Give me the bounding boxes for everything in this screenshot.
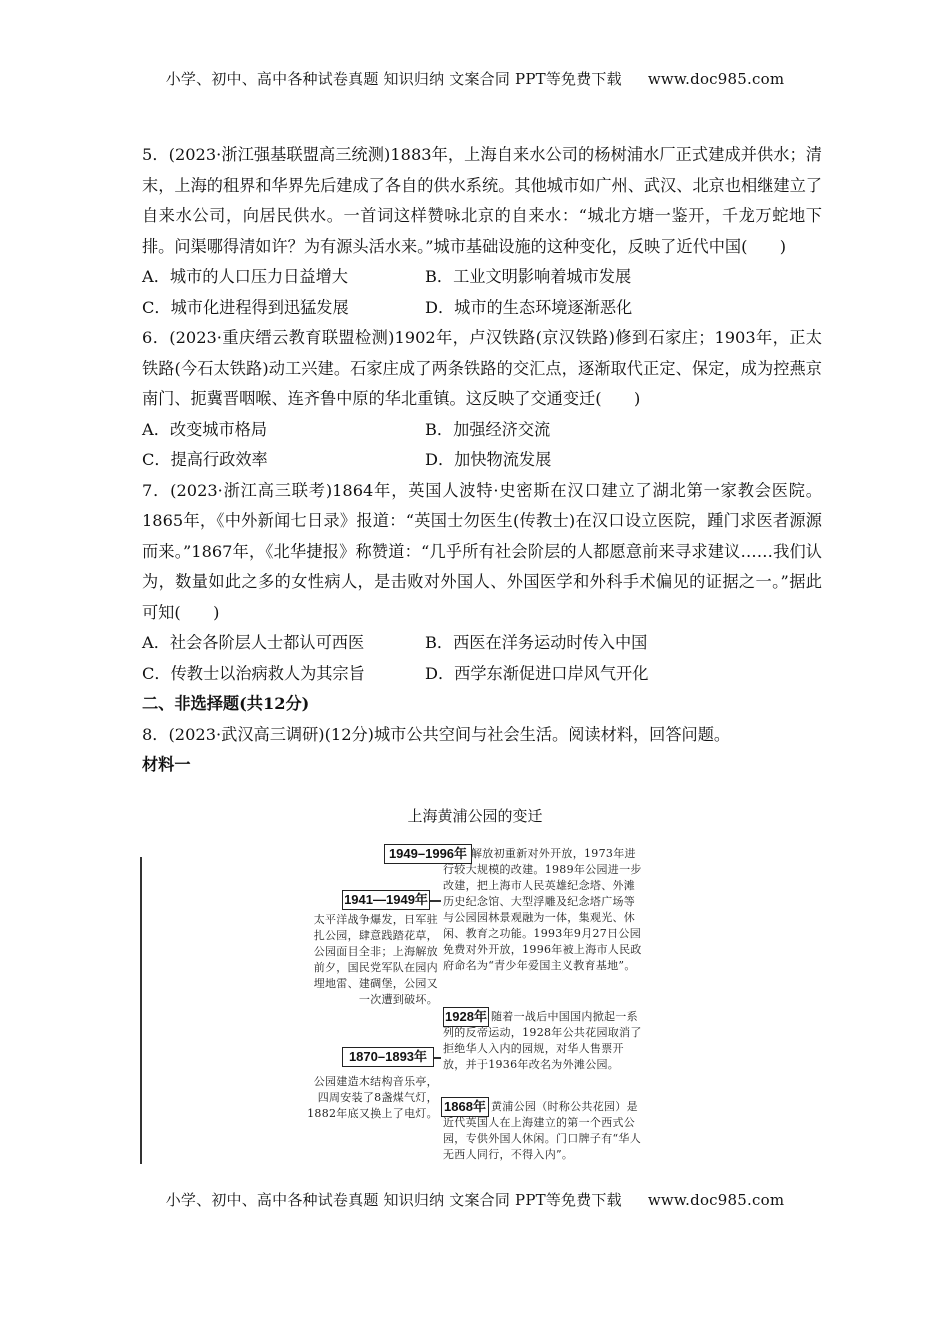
q7-options-row1	[142, 628, 822, 659]
year-box-1928: 1928年	[443, 1007, 489, 1027]
section-heading-nonchoice: 二、非选择题(共12分)	[142, 694, 310, 713]
year-box-1949-1996: 1949–1996年	[384, 844, 472, 864]
text-1870-1893: 公园建造木结构音乐亭，四周安装了8盏煤气灯，1882年底又换上了电灯。	[307, 1075, 438, 1120]
text-1868	[443, 1099, 643, 1163]
year-box-1868: 1868年	[441, 1097, 489, 1117]
q6-option-c[interactable]: C．提高行政效率	[142, 450, 268, 469]
page-footer	[0, 1189, 950, 1210]
q7-stem: 7．(2023·浙江高三联考)1864年，英国人波特·史密斯在汉口建立了湖北第一家教会医院。1865年，《中外新闻七日录》报道：“英国士勿医生(传教士)在汉口设立医院，踵门求医者源源而来。”1867年，《北华捷报》称赞道：“几乎所有社会阶层的人都愿意前来寻求建议……我们认为，数量如此之多的女性病人，是击败对外国人、外国医学和外科手术偏见的证据之一。”据此可知( )	[142, 480, 822, 622]
q7-option-b[interactable]: B．西医在洋务运动时传入中国	[425, 633, 648, 652]
q8-stem: 8．(2023·武汉高三调研)(12分)城市公共空间与社会生活。阅读材料，回答问题。	[142, 724, 731, 744]
page-header	[0, 68, 950, 89]
q5-options-row2	[142, 293, 822, 324]
q5-option-d[interactable]: D．城市的生态环境逐渐恶化	[425, 297, 633, 317]
footer-site-link[interactable]: www.doc985.com	[647, 1191, 785, 1209]
q6-option-b[interactable]: B．加强经济交流	[425, 419, 551, 439]
q5-option-c[interactable]: C．城市化进程得到迅猛发展	[142, 297, 349, 317]
header-text: 小学、初中、高中各种试卷真题 知识归纳 文案合同 PPT等免费下载	[165, 70, 622, 88]
q5-stem: 5．(2023·浙江强基联盟高三统测)1883年，上海自来水公司的杨树浦水厂正式建成并供水；清末，上海的租界和华界先后建成了各自的供水系统。其他城市如广州、武汉、北京也相继建立了自来水公司，向居民供水。一首词这样赞咏北京的自来水：“城北方塘一鉴开，千龙万蛇地下排。问渠哪得清如许？为有源头活水来。”城市基础设施的这种变化，反映了近代中国( )	[142, 145, 822, 256]
q5-option-a[interactable]: A．城市的人口压力日益增大	[142, 267, 348, 286]
q5-options-row1	[142, 262, 822, 293]
q7-option-a[interactable]: A．社会各阶层人士都认可西医	[142, 633, 365, 652]
text-1928	[443, 1009, 643, 1073]
q6-options-row2	[142, 445, 822, 476]
header-site-link[interactable]: www.doc985.com	[647, 70, 785, 88]
q7-options-row2	[142, 659, 822, 690]
text-1949-1996	[443, 846, 643, 974]
figure-title: 上海黄浦公园的变迁	[407, 807, 543, 825]
year-box-1870-1893: 1870–1893年	[342, 1047, 434, 1067]
year-box-1941-1949: 1941—1949年	[342, 890, 430, 910]
q5-option-b[interactable]: B．工业文明影响着城市发展	[425, 267, 632, 286]
question-content	[142, 140, 822, 781]
q6-option-a[interactable]: A．改变城市格局	[142, 419, 268, 439]
material-1-label: 材料一	[142, 755, 191, 774]
text-1928-body: 随着一战后中国国内掀起一系列的反帝运动，1928年公共花园取消了拒绝华人入内的园规，对华人售票开放，并于1936年改名为外滩公园。	[443, 1010, 642, 1071]
timeline-axis	[140, 857, 142, 1164]
text-1868-body: 黄浦公园（时称公共花园）是近代英国人在上海建立的第一个西式公园，专供外国人休闲。门口牌子有“华人无西人同行，不得入内”。	[443, 1100, 642, 1161]
text-1949-1996-body: 解放初重新对外开放，1973年进行较大规模的改建。1989年公园进一步改建，把上海市人民英雄纪念塔、外滩历史纪念馆、大型浮雕及纪念塔广场等与公园园林景观融为一体，集观光、休闲、教育之功能。1993年9月27日公园免费对外开放，1996年被上海市人民政府命名为“青少年爱国主义教育基地”。	[443, 847, 642, 972]
q6-options-row1	[142, 415, 822, 446]
text-1941-1949: 太平洋战争爆发，日军驻扎公园，肆意践踏花草，公园面目全非；上海解放前夕，国民党军队在园内埋地雷、建碉堡，公园又一次遭到破坏。	[313, 913, 438, 1006]
footer-text: 小学、初中、高中各种试卷真题 知识归纳 文案合同 PPT等免费下载	[165, 1191, 622, 1209]
q7-option-c[interactable]: C．传教士以治病救人为其宗旨	[142, 663, 365, 683]
q7-option-d[interactable]: D．西学东渐促进口岸风气开化	[425, 663, 649, 683]
q6-option-d[interactable]: D．加快物流发展	[425, 450, 552, 469]
q6-stem: 6．(2023·重庆缙云教育联盟检测)1902年，卢汉铁路(京汉铁路)修到石家庄；1903年，正太铁路(今石太铁路)动工兴建。石家庄成了两条铁路的交汇点，逐渐取代正定、保定，成为控燕京南门、扼冀晋咽喉、连齐鲁中原的华北重镇。这反映了交通变迁( )	[142, 328, 822, 408]
